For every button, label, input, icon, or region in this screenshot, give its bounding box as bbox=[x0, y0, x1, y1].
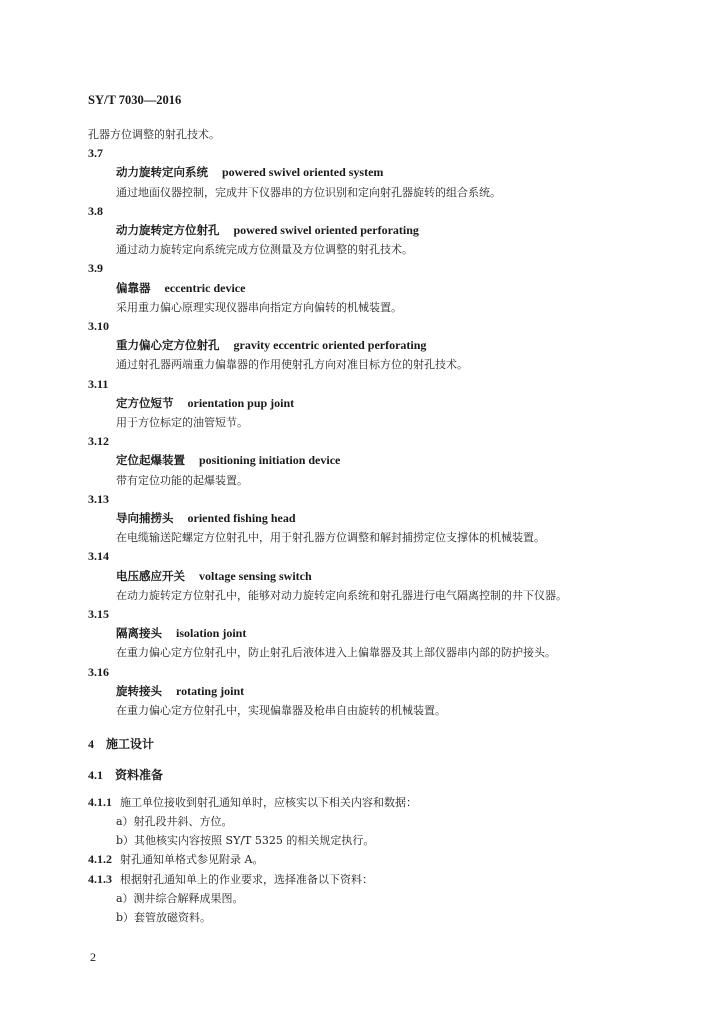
term-en: powered swivel oriented perforating bbox=[233, 223, 419, 238]
clause-number: 3.8 bbox=[88, 203, 103, 218]
term-definition: 在重力偏心定方位射孔中，实现偏靠器及枪串自由旋转的机械装置。 bbox=[116, 704, 446, 718]
term-definition: 通过射孔器两端重力偏靠器的作用使射孔方向对准目标方位的射孔技术。 bbox=[116, 358, 468, 372]
paragraph-text: 施工单位接收到射孔通知单时，应核实以下相关内容和数据： bbox=[120, 795, 417, 809]
section-title: 施工设计 bbox=[106, 737, 155, 752]
term-en: positioning initiation device bbox=[199, 453, 341, 468]
term-cn: 导向捕捞头 bbox=[116, 511, 174, 526]
term-entry bbox=[88, 279, 688, 298]
term-definition: 通过地面仪器控制，完成井下仪器串的方位识别和定向射孔器旋转的组合系统。 bbox=[116, 185, 501, 199]
term-definition: 通过动力旋转定向系统完成方位测量及方位调整的射孔技术。 bbox=[116, 243, 413, 257]
subsection-number: 4.1 bbox=[88, 767, 103, 782]
term-en: isolation joint bbox=[176, 626, 247, 641]
continuation-text: 孔器方位调整的射孔技术。 bbox=[88, 128, 220, 141]
paragraph-text: 射孔通知单格式参见附录 A。 bbox=[120, 853, 264, 867]
term-entry bbox=[88, 221, 688, 240]
term-cn: 动力旋转定方位射孔 bbox=[116, 223, 220, 238]
term-cn: 定位起爆装置 bbox=[116, 453, 185, 468]
term-entry bbox=[88, 567, 688, 586]
list-item: b）套管放磁资料。 bbox=[116, 910, 212, 924]
section-heading bbox=[88, 735, 688, 754]
paragraph-4-1-3 bbox=[88, 870, 688, 889]
term-entry bbox=[88, 394, 688, 413]
paragraph-number: 4.1.1 bbox=[88, 794, 112, 809]
clause-number: 3.7 bbox=[88, 146, 103, 161]
subsection-heading bbox=[88, 766, 688, 785]
list-item: b）其他核实内容按照 SY/T 5325 的相关规定执行。 bbox=[116, 834, 375, 848]
term-en: voltage sensing switch bbox=[199, 568, 312, 583]
term-cn: 偏靠器 bbox=[116, 280, 151, 295]
paragraph-text: 根据射孔通知单上的作业要求，选择准备以下资料： bbox=[120, 872, 373, 886]
list-item: a）射孔段井斜、方位。 bbox=[116, 814, 233, 828]
term-definition: 在动力旋转定方位射孔中，能够对动力旋转定向系统和射孔器进行电气隔离控制的井下仪器。 bbox=[116, 588, 567, 602]
term-en: rotating joint bbox=[176, 683, 245, 698]
page-content bbox=[88, 125, 688, 927]
term-en: powered swivel oriented system bbox=[222, 165, 384, 180]
list-item: a）测井综合解释成果图。 bbox=[116, 891, 244, 905]
page-number: 2 bbox=[90, 950, 96, 964]
standard-code-header: SY/T 7030—2016 bbox=[88, 93, 182, 107]
term-en: gravity eccentric oriented perforating bbox=[233, 338, 427, 353]
paragraph-number: 4.1.3 bbox=[88, 871, 112, 886]
paragraph-4-1-2 bbox=[88, 850, 688, 869]
term-cn: 隔离接头 bbox=[116, 626, 162, 641]
term-en: eccentric device bbox=[164, 280, 246, 295]
section-number: 4 bbox=[88, 737, 94, 752]
clause-number: 3.14 bbox=[88, 549, 109, 564]
clause-number: 3.15 bbox=[88, 607, 109, 622]
clause-number: 3.9 bbox=[88, 261, 103, 276]
term-en: orientation pup joint bbox=[187, 395, 295, 410]
subsection-title: 资料准备 bbox=[115, 767, 164, 782]
clause-number: 3.13 bbox=[88, 491, 109, 506]
paragraph-number: 4.1.2 bbox=[88, 852, 112, 867]
term-entry bbox=[88, 336, 688, 355]
term-entry bbox=[88, 682, 688, 701]
term-entry bbox=[88, 624, 688, 643]
term-cn: 动力旋转定向系统 bbox=[116, 165, 208, 180]
paragraph-4-1-1 bbox=[88, 793, 688, 812]
term-definition: 在电缆输送陀螺定方位射孔中，用于射孔器方位调整和解封捕捞定位支撑体的机械装置。 bbox=[116, 531, 545, 545]
clause-number: 3.10 bbox=[88, 319, 109, 334]
term-cn: 旋转接头 bbox=[116, 683, 162, 698]
clause-number: 3.16 bbox=[88, 664, 109, 679]
term-entry bbox=[88, 163, 688, 182]
clause-number: 3.11 bbox=[88, 376, 109, 391]
term-definition: 在重力偏心定方位射孔中，防止射孔后液体进入上偏靠器及其上部仪器串内部的防护接头。 bbox=[116, 646, 556, 660]
term-definition: 带有定位功能的起爆装置。 bbox=[116, 473, 248, 487]
term-cn: 电压感应开关 bbox=[116, 568, 185, 583]
term-entry bbox=[88, 509, 688, 528]
term-entry bbox=[88, 451, 688, 470]
term-cn: 定方位短节 bbox=[116, 395, 174, 410]
term-definition: 用于方位标定的油管短节。 bbox=[116, 416, 248, 430]
term-definition: 采用重力偏心原理实现仪器串向指定方向偏转的机械装置。 bbox=[116, 300, 402, 314]
term-cn: 重力偏心定方位射孔 bbox=[116, 338, 220, 353]
term-en: oriented fishing head bbox=[187, 511, 296, 526]
clause-number: 3.12 bbox=[88, 434, 109, 449]
